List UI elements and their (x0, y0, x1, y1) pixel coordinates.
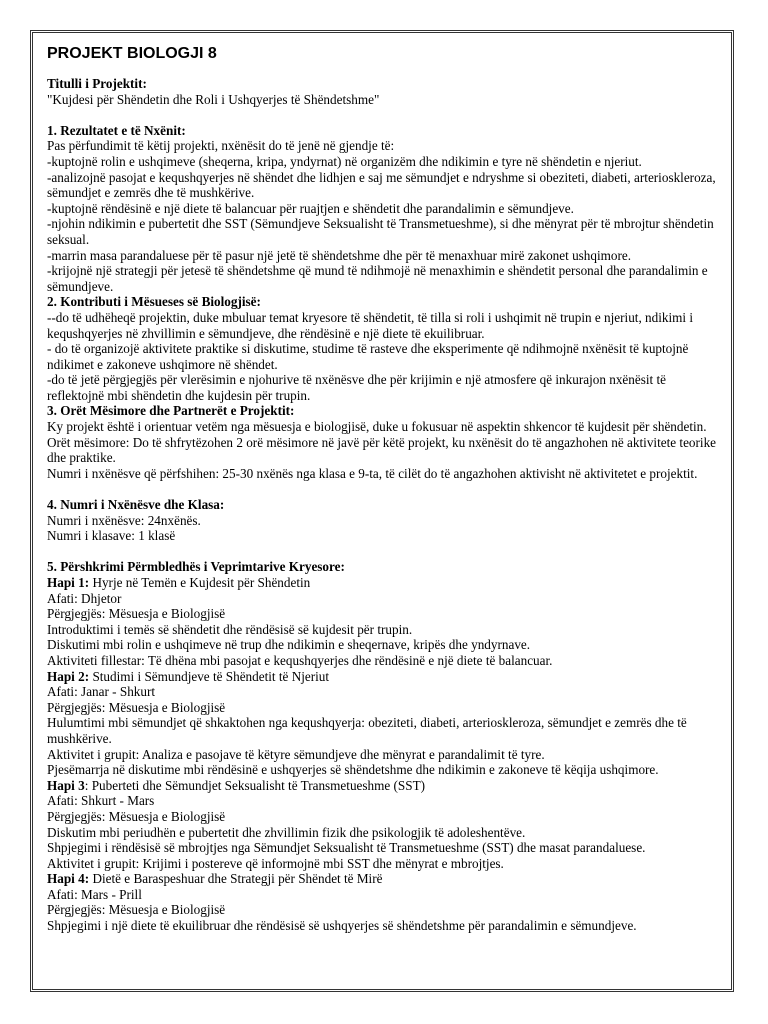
step-line: Afati: Dhjetor (47, 590, 122, 606)
step-line: Përgjegjës: Mësuesja e Biologjisë (47, 699, 226, 715)
step-line: Hulumtimi mbi sëmundjet që shkaktohen nga kequshqyerja: obeziteti, diabeti, arterioskleroza, sëmundjet e zemrës dhe të mushkërive. (47, 715, 687, 746)
step-4-heading (47, 871, 723, 887)
step-title: Hyrje në Temën e Kujdesit për Shëndetin (89, 575, 311, 590)
step-line: Introduktimi i temës së shëndetit dhe rëndësisë së kujdesit për trupin. (47, 621, 413, 637)
project-title: "Kujdesi për Shëndetin dhe Roli i Ushqyerjes të Shëndetshme" (47, 91, 380, 107)
section-2-item: --do të udhëheqë projektin, duke mbuluar temat kryesore të shëndetit, të tilla si roli i ushqimit në trupin e njeriut, ndikimi i kequshqyerjes në zhvillimin e sëmundjeve, dhe rëndësinë e një diete të ekuilibruar. (47, 309, 694, 341)
section-5-heading: 5. Përshkrimi Përmbledhës i Veprimtarive Kryesore: (47, 559, 345, 575)
step-label: Hapi 2: (47, 668, 90, 684)
step-line: Afati: Mars - Prill (47, 886, 142, 902)
step-line: Aktiviteti fillestar: Të dhëna mbi pasojat e kequshqyerjes dhe rëndësinë e një diete të balancuar. (47, 652, 553, 668)
section-3-item: Orët mësimore: Do të shfrytëzohen 2 orë mësimore në javë për këtë projekt, ku nxënësit do të angazhohen në aktivitete teorike dhe praktike. (47, 434, 717, 466)
step-line: Pjesëmarrja në diskutime mbi rëndësinë e ushqyerjes së shëndetshme dhe ndikimin e zakoneve të këqija ushqimore. (47, 762, 659, 778)
section-4-item: Numri i klasave: 1 klasë (47, 528, 176, 544)
section-1-item: -kuptojnë rëndësinë e një diete të balancuar për ruajtjen e shëndetit dhe parandalimin e sëmundjeve. (47, 200, 574, 216)
step-line: Aktivitet i grupit: Analiza e pasojave të këtyre sëmundjeve dhe mënyrat e parandalimit të tyre. (47, 746, 545, 762)
step-line: Diskutim mbi periudhën e pubertetit dhe zhvillimin fizik dhe psikologjik të adoleshentëve. (47, 824, 526, 840)
document-title: PROJEKT BIOLOGJI 8 (47, 45, 217, 62)
project-title-label: Titulli i Projektit: (47, 76, 147, 91)
section-1-item: -analizojnë pasojat e kequshqyerjes në shëndet dhe lidhjen e saj me sëmundjet e ndryshme si obeziteti, diabeti, arterioskleroza, sëmundjet e zemrës dhe të mushkërive. (47, 169, 716, 201)
section-3-item: Ky projekt është i orientuar vetëm nga mësuesja e biologjisë, duke u fokusuar në aspektin shkencor të kujdesit për shëndetin. (47, 419, 707, 435)
section-1-item: -marrin masa parandaluese për të pasur një jetë të shëndetshme dhe për të menaxhuar mirë zakonet ushqimore. (47, 247, 632, 263)
section-1-item: -kuptojnë rolin e ushqimeve (sheqerna, kripa, yndyrnat) në organizëm dhe ndikimin e tyre në shëndetin e njeriut. (47, 153, 642, 169)
step-2-heading (47, 669, 723, 685)
step-line: Përgjegjës: Mësuesja e Biologjisë (47, 902, 226, 918)
step-line: Afati: Shkurt - Mars (47, 793, 155, 809)
section-2-item: - do të organizojë aktivitete praktike si diskutime, studime të rasteve dhe eksperimente që ndihmojnë nxënësit të kuptojnë ndikimet e zakoneve ushqimore në shëndet. (47, 341, 689, 372)
step-title: Studimi i Sëmundjeve të Shëndetit të Njeriut (89, 668, 330, 684)
document-body (47, 44, 723, 934)
step-title: : Puberteti dhe Sëmundjet Seksualisht të Transmetueshme (SST) (84, 777, 426, 793)
step-label: Hapi 4: (47, 871, 90, 887)
section-4-item: Numri i nxënësve: 24nxënës. (47, 512, 201, 528)
step-label: Hapi 1: (47, 575, 90, 590)
step-line: Aktivitet i grupit: Krijimi i postereve që informojnë mbi SST dhe mënyrat e mbrojtjes. (47, 855, 504, 871)
step-line: Përgjegjës: Mësuesja e Biologjisë (47, 808, 226, 824)
section-1-item: -krijojnë një strategji për jetesë të shëndetshme që mund të ndihmojë në menaxhimin e shëndetit personal dhe parandalimin e sëmundjeve. (47, 263, 708, 294)
step-label: Hapi 3 (47, 777, 85, 793)
section-3-item: Numri i nxënësve që përfshihen: 25-30 nxënës nga klasa e 9-ta, të cilët do të angazhohen aktivisht në aktivitetet e projektit. (47, 465, 698, 481)
step-1-heading (47, 575, 723, 591)
section-1-heading: 1. Rezultatet e të Nxënit: (47, 122, 186, 138)
section-2-heading: 2. Kontributi i Mësueses së Biologjisë: (47, 294, 261, 310)
section-1-intro: Pas përfundimit të këtij projekti, nxënësit do të jenë në gjendje të: (47, 138, 395, 154)
step-line: Shpjegimi i rëndësisë së mbrojtjes nga Sëmundjet Seksualisht të Transmetueshme (SST) dhe masat parandaluese. (47, 840, 646, 856)
section-3-heading: 3. Orët Mësimore dhe Partnerët e Projektit: (47, 403, 295, 419)
section-1-item: -njohin ndikimin e pubertetit dhe SST (Sëmundjeve Seksualisht të Transmetueshme), si dhe mënyrat për të mbrojtur shëndetin seksual. (47, 216, 714, 247)
step-line: Shpjegimi i një diete të ekuilibruar dhe rëndësisë së ushqyerjes së shëndetshme për parandalimin e sëmundjeve. (47, 918, 637, 934)
step-3-heading (47, 778, 723, 794)
step-line: Diskutimi mbi rolin e ushqimeve në trup dhe ndikimin e sheqernave, kripës dhe yndyrnave. (47, 637, 531, 653)
section-4-heading: 4. Numri i Nxënësve dhe Klasa: (47, 497, 225, 513)
section-2-item: -do të jetë përgjegjës për vlerësimin e njohurive të nxënësve dhe për krijimin e një atmosfere që inkurajon nxënësit të reflektojnë mbi shëndetin dhe kujdesin për trupin. (47, 372, 666, 403)
step-line: Afati: Janar - Shkurt (47, 684, 156, 700)
step-line: Përgjegjës: Mësuesja e Biologjisë (47, 606, 226, 622)
step-title: Dietë e Baraspeshuar dhe Strategji për Shëndet të Mirë (89, 871, 383, 887)
